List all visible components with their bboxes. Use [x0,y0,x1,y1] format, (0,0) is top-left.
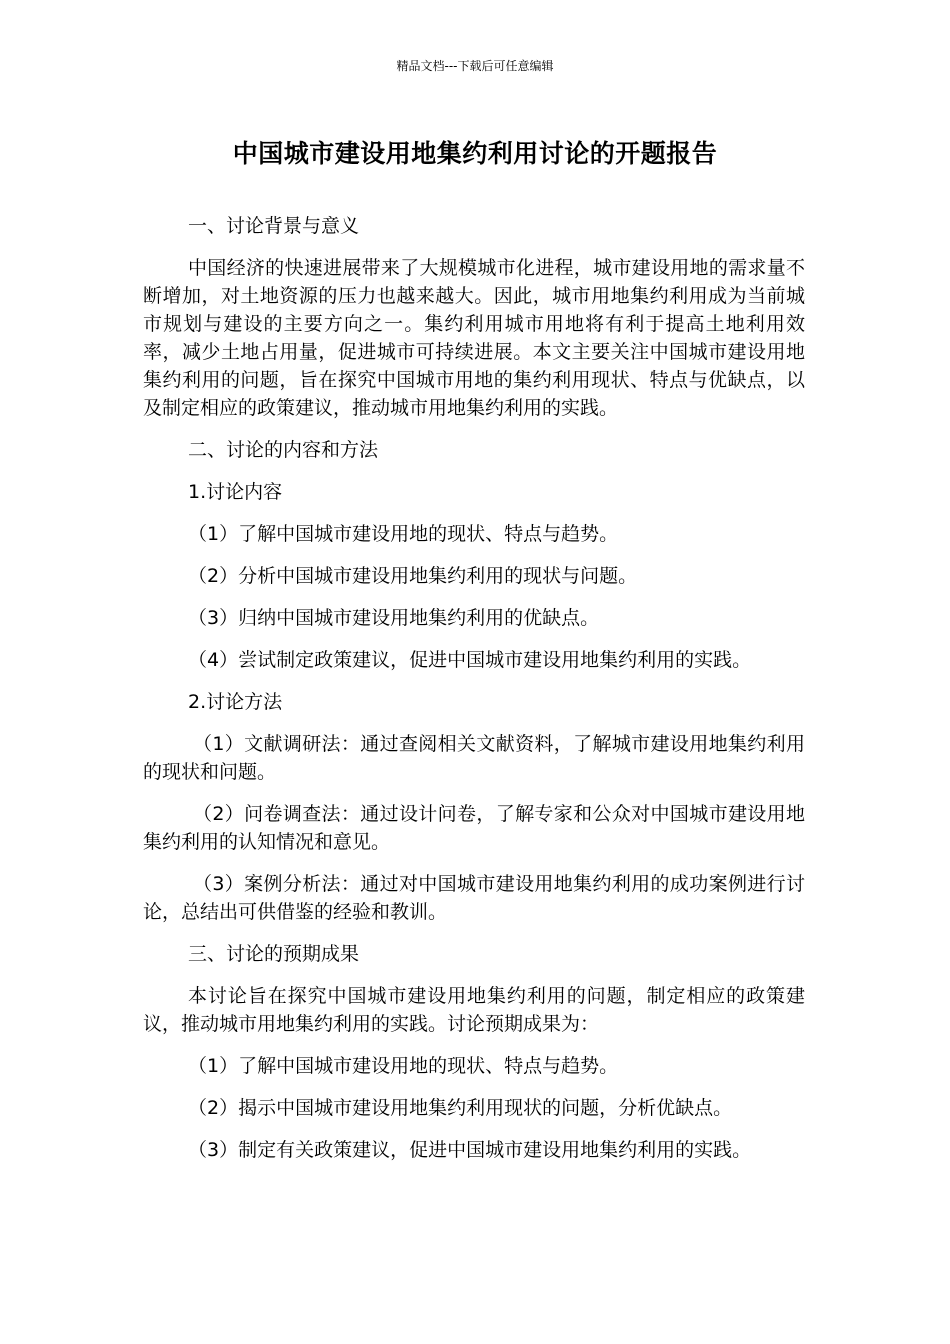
background-paragraph: 中国经济的快速进展带来了大规模城市化进程，城市建设用地的需求量不断增加，对土地资源的压力也越来越大。因此，城市用地集约利用成为当前城市规划与建设的主要方向之一。集约利用城市用地将有利于提高土地利用效率，减少土地占用量，促进城市可持续进展。本文主要关注中国城市建设用地集约利用的问题，旨在探究中国城市用地的集约利用现状、特点与优缺点，以及制定相应的政策建议，推动城市用地集约利用的实践。 [143,257,805,419]
subheading-content: 1.讨论内容 [188,481,283,503]
outcome-item: （2）揭示中国城市建设用地集约利用现状的问题，分析优缺点。 [188,1097,733,1119]
section-heading-content-method: 二、讨论的内容和方法 [188,439,379,461]
header-note: 精品文档---下载后可任意编辑 [396,59,554,73]
method-item: （3）案例分析法：通过对中国城市建设用地集约利用的成功案例进行讨论，总结出可供借鉴的经验和教训。 [143,873,805,923]
content-item: （2）分析中国城市建设用地集约利用的现状与问题。 [188,565,638,587]
document-title: 中国城市建设用地集约利用讨论的开题报告 [232,139,718,168]
content-item: （1）了解中国城市建设用地的现状、特点与趋势。 [188,523,619,545]
section-heading-background: 一、讨论背景与意义 [188,215,360,237]
method-item: （2）问卷调查法：通过设计问卷，了解专家和公众对中国城市建设用地集约利用的认知情况和意见。 [143,803,805,853]
method-item: （1）文献调研法：通过查阅相关文献资料，了解城市建设用地集约利用的现状和问题。 [143,733,805,783]
section-heading-outcomes: 三、讨论的预期成果 [188,943,360,965]
outcomes-paragraph: 本讨论旨在探究中国城市建设用地集约利用的问题，制定相应的政策建议，推动城市用地集约利用的实践。讨论预期成果为： [143,985,805,1035]
document-body [143,212,805,1178]
content-item: （3）归纳中国城市建设用地集约利用的优缺点。 [188,607,600,629]
outcome-item: （3）制定有关政策建议，促进中国城市建设用地集约利用的实践。 [188,1139,752,1161]
subheading-method: 2.讨论方法 [188,691,283,713]
outcome-item: （1）了解中国城市建设用地的现状、特点与趋势。 [188,1055,619,1077]
content-item: （4）尝试制定政策建议，促进中国城市建设用地集约利用的实践。 [188,649,752,671]
